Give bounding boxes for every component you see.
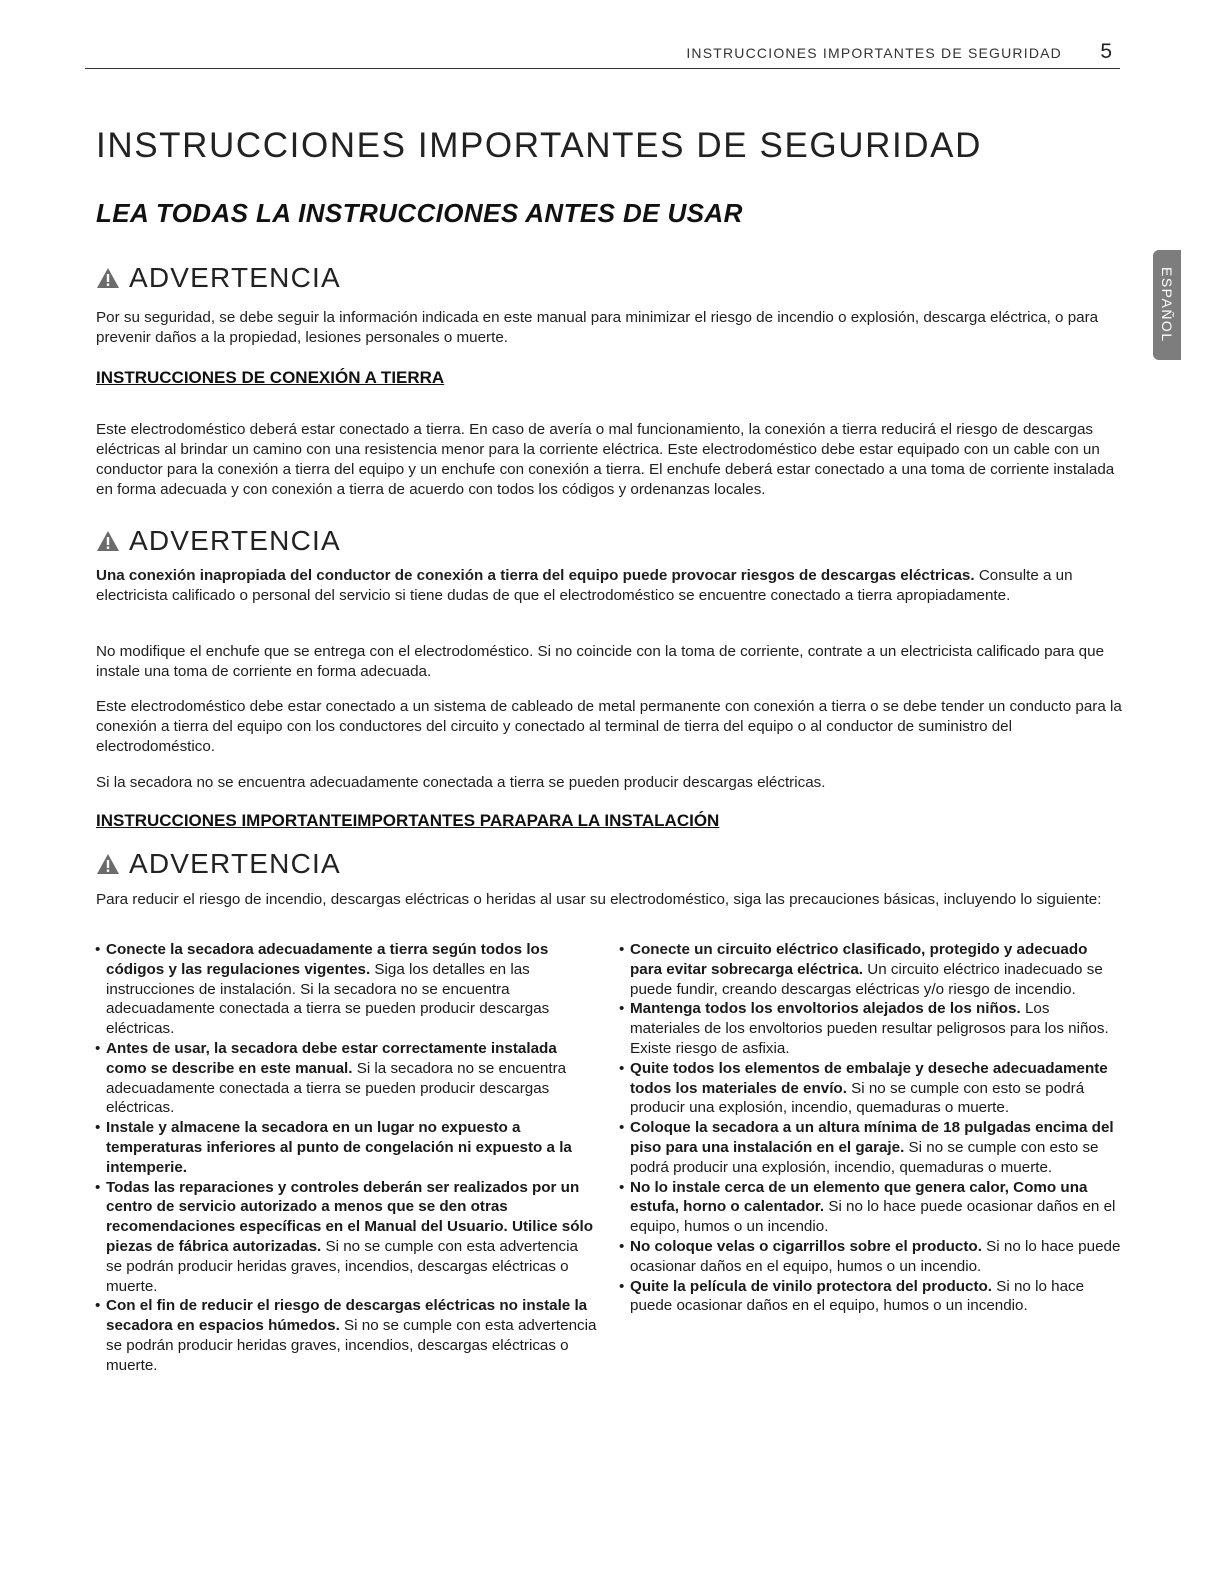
- language-tab: [1153, 250, 1181, 360]
- installation-intro: Para reducir el riesgo de incendio, descargas eléctricas o heridas al usar su electrodoméstico, siga las precauciones básicas, incluyendo lo siguiente:: [96, 891, 1102, 908]
- language-tab-label: ESPAÑOL: [1159, 267, 1175, 343]
- warning2-bold-text: Una conexión inapropiada del conductor de conexión a tierra del equipo puede provocar riesgos de descargas eléctricas.: [96, 567, 975, 584]
- warning-triangle-icon: [96, 853, 120, 875]
- warning-label: ADVERTENCIA: [129, 525, 341, 556]
- right-bullet-list: [622, 940, 1122, 1316]
- warning-triangle-icon: [96, 530, 120, 552]
- list-item: • Todas las reparaciones y controles deberán ser realizados por un centro de servicio autorizado a menos que se den otras recomendaciones específicas en el Manual del Usuario. Utilice sólo piezas de fábrica autorizadas. Si no se cumple con esta advertencia se podrán producir heridas graves, incendios, descargas eléctricas o muerte.: [98, 1178, 598, 1297]
- warning2-paragraph-1: [96, 566, 1124, 606]
- warning-header-2: [96, 525, 341, 557]
- warning-header-1: [96, 262, 341, 294]
- page-title: INSTRUCCIONES IMPORTANTES DE SEGURIDAD: [96, 126, 982, 165]
- list-item: • Mantenga todos los envoltorios alejados de los niños. Los materiales de los envoltorios pueden resultar peligrosos para los niños. Existe riesgo de asfixia.: [622, 999, 1122, 1058]
- warning-header-3: [96, 848, 341, 880]
- list-item: • No lo instale cerca de un elemento que genera calor, Como una estufa, horno o calentador. Si no lo hace puede ocasionar daños en el equipo, humos o un incendio.: [622, 1178, 1122, 1237]
- list-item: • Quite la película de vinilo protectora del producto. Si no lo hace puede ocasionar daños en el equipo, humos o un incendio.: [622, 1277, 1122, 1317]
- warning-label: ADVERTENCIA: [129, 262, 341, 293]
- page-header: [85, 40, 1120, 69]
- warning-triangle-icon: [96, 267, 120, 289]
- grounding-heading: INSTRUCCIONES DE CONEXIÓN A TIERRA: [96, 368, 445, 387]
- list-item: • Antes de usar, la secadora debe estar correctamente instalada como se describe en este manual. Si la secadora no se encuentra adecuadamente conectada a tierra se pueden producir descargas eléctricas.: [98, 1039, 598, 1118]
- page-subtitle: LEA TODAS LA INSTRUCCIONES ANTES DE USAR: [96, 198, 743, 228]
- list-item: • Coloque la secadora a un altura mínima de 18 pulgadas encima del piso para una instalación en el garaje. Si no se cumple con esto se podrá producir una explosión, incendio, quemaduras o muerte.: [622, 1118, 1122, 1177]
- list-item: • Instale y almacene la secadora en un lugar no expuesto a temperaturas inferiores al punto de congelación ni expuesto a la intemperie.: [98, 1118, 598, 1177]
- header-title: INSTRUCCIONES IMPORTANTES DE SEGURIDAD: [686, 45, 1062, 61]
- list-item: • Quite todos los elementos de embalaje y deseche adecuadamente todos los materiales de envío. Si no se cumple con esto se podrá producir una explosión, incendio, quemaduras o muerte.: [622, 1059, 1122, 1118]
- list-item: • Conecte un circuito eléctrico clasificado, protegido y adecuado para evitar sobrecarga eléctrica. Un circuito eléctrico inadecuado se puede fundir, creando descargas eléctricas y/o riesgo de incendio.: [622, 940, 1122, 999]
- grounding-paragraph: Este electrodoméstico deberá estar conectado a tierra. En caso de avería o mal funcionamiento, la conexión a tierra reducirá el riesgo de descargas eléctricas al brindar un camino con una resistencia menor para la corriente eléctrica. Este electrodoméstico debe estar equipado con un cable con un conductor para la conexión a tierra del equipo y un enchufe con conexión a tierra. El enchufe deberá estar conectado a una toma de corriente instalada en forma adecuada y con conexión a tierra de acuerdo con todos los códigos y ordenanzas locales.: [96, 421, 1115, 498]
- warning2-paragraph-3: Este electrodoméstico debe estar conectado a un sistema de cableado de metal permanente con conexión a tierra o se debe tender un conducto para la conexión a tierra del equipo con los conductores del circuito y conectado al terminal de tierra del equipo o al conductor de suministro del electrodoméstico.: [96, 698, 1122, 755]
- list-item: • No coloque velas o cigarrillos sobre el producto. Si no lo hace puede ocasionar daños en el equipo, humos o un incendio.: [622, 1237, 1122, 1277]
- intro-paragraph: Por su seguridad, se debe seguir la información indicada en este manual para minimizar el riesgo de incendio o explosión, descarga eléctrica, o para prevenir daños a la propiedad, lesiones personales o muerte.: [96, 309, 1099, 346]
- page-number: 5: [1100, 40, 1112, 63]
- left-bullet-list: [98, 940, 598, 1376]
- installation-heading: INSTRUCCIONES IMPORTANTEIMPORTANTES PARAPARA LA INSTALACIÓN: [96, 811, 720, 830]
- warning2-paragraph-2: No modifique el enchufe que se entrega con el electrodoméstico. Si no coincide con la toma de corriente, contrate a un electricista calificado para que instale una toma de corriente en forma adecuada.: [96, 643, 1105, 680]
- warning2-body-text: Consulte a un electricista calificado o personal del servicio si tiene dudas de que el electrodoméstico se encuentre conectado a tierra apropiadamente.: [96, 567, 1073, 604]
- warning2-paragraph-4: Si la secadora no se encuentra adecuadamente conectada a tierra se pueden producir descargas eléctricas.: [96, 774, 826, 791]
- list-item: • Con el fin de reducir el riesgo de descargas eléctricas no instale la secadora en espacios húmedos. Si no se cumple con esta advertencia se podrán producir heridas graves, incendios, descargas eléctricas o muerte.: [98, 1296, 598, 1375]
- warning-label: ADVERTENCIA: [129, 848, 341, 879]
- list-item: • Conecte la secadora adecuadamente a tierra según todos los códigos y las regulaciones vigentes. Siga los detalles en las instrucciones de instalación. Si la secadora no se encuentra adecuadamente conectada a tierra se pueden producir descargas eléctricas.: [98, 940, 598, 1039]
